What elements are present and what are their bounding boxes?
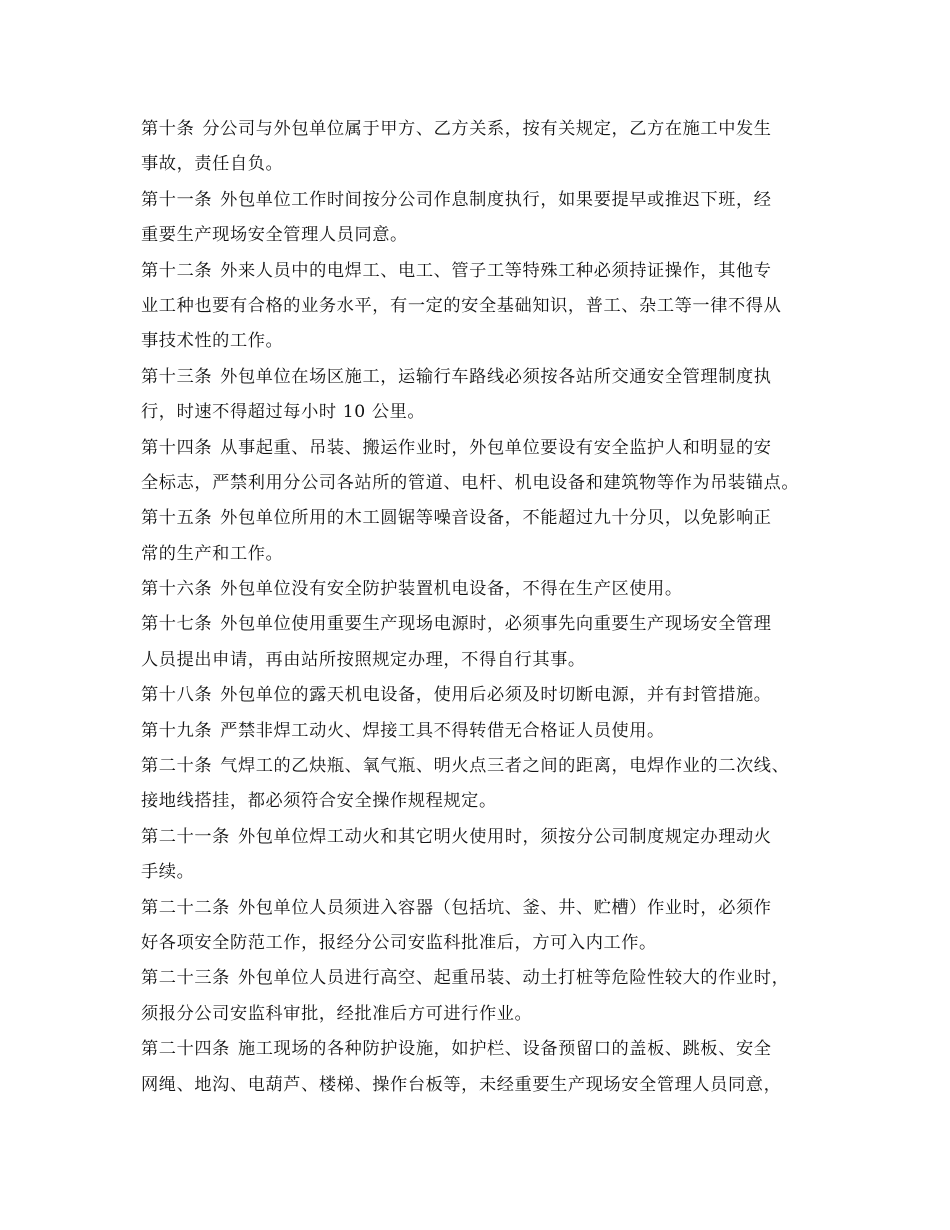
article-text: 事故，责任自负。: [141, 154, 284, 175]
article-text: 接地线搭挂，都必须符合安全操作规程规定。: [141, 791, 497, 812]
article-text: 外包单位工作时间按分公司作息制度执行，如果要提早或推迟下班，经: [220, 189, 772, 210]
article-text: 外包单位焊工动火和其它明火使用时，须按分公司制度规定办理动火: [237, 826, 772, 847]
article-first-line: [141, 678, 826, 713]
article: [141, 714, 826, 749]
article-first-line: [141, 607, 826, 642]
article-first-line: [141, 714, 826, 749]
article-number: 第二十三条: [141, 968, 230, 989]
article-first-line: [141, 891, 826, 926]
article-number: 第十二条: [141, 260, 213, 281]
article-text: 重要生产现场安全管理人员同意。: [141, 225, 408, 246]
article-number: 第十九条: [141, 720, 213, 741]
article-text: 行，时速不得超过每小时 10 公里。: [141, 402, 426, 423]
article-number: 第十一条: [141, 189, 213, 210]
article: [141, 749, 826, 820]
article-text: 气焊工的乙炔瓶、氧气瓶、明火点三者之间的距离，电焊作业的二次线、: [220, 756, 790, 777]
article-first-line: [141, 254, 826, 289]
article-text: 外包单位使用重要生产现场电源时，必须事先向重要生产现场安全管理: [220, 614, 772, 635]
article-number: 第十四条: [141, 437, 213, 458]
article-number: 第二十条: [141, 756, 213, 777]
article-text: 严禁非焊工动火、焊接工具不得转借无合格证人员使用。: [220, 720, 665, 741]
article-number: 第十条: [141, 119, 195, 139]
article-first-line: [141, 431, 826, 466]
article-number: 第十三条: [141, 366, 213, 387]
article: [141, 961, 826, 1032]
article-first-line: [141, 1032, 826, 1067]
article-text: 施工现场的各种防护设施，如护栏、设备预留口的盖板、跳板、安全: [237, 1039, 772, 1060]
article: [141, 891, 826, 962]
article-first-line: [141, 183, 826, 218]
article: [141, 183, 826, 254]
article: [141, 431, 826, 502]
article-text: 从事起重、吊装、搬运作业时，外包单位要设有安全监护人和明显的安: [220, 437, 772, 458]
article-text: 手续。: [141, 862, 195, 883]
article-text: 须报分公司安监科审批，经批准后方可进行作业。: [141, 1003, 533, 1024]
article-text: 常的生产和工作。: [141, 543, 284, 564]
article-number: 第十五条: [141, 508, 213, 529]
article: [141, 254, 826, 360]
article-text: 人员提出申请，再由站所按照规定办理，不得自行其事。: [141, 649, 586, 670]
article: [141, 820, 826, 891]
article-first-line: [141, 572, 826, 607]
article: [141, 360, 826, 431]
article-first-line: [141, 360, 826, 395]
article: [141, 607, 826, 678]
article-text: 外包单位人员进行高空、起重吊装、动土打桩等危险性较大的作业时，: [237, 968, 790, 989]
article-text: 外包单位的露天机电设备，使用后必须及时切断电源，并有封管措施。: [220, 685, 772, 706]
article-text: 事技术性的工作。: [141, 331, 284, 352]
article-number: 第二十二条: [141, 897, 230, 918]
article-text: 外包单位所用的木工圆锯等噪音设备，不能超过九十分贝，以免影响正: [220, 508, 772, 529]
article-text: 好各项安全防范工作，报经分公司安监科批准后，方可入内工作。: [141, 932, 657, 953]
document-body: [141, 112, 826, 1103]
article-number: 第二十一条: [141, 826, 230, 847]
article-first-line: [141, 820, 826, 855]
article-number: 第二十四条: [141, 1039, 230, 1060]
article-text: 业工种也要有合格的业务水平，有一定的安全基础知识，普工、杂工等一律不得从: [141, 295, 782, 316]
article: [141, 678, 826, 713]
article-text: 网绳、地沟、电葫芦、楼梯、操作台板等，未经重要生产现场安全管理人员同意，: [141, 1074, 782, 1095]
article-first-line: [141, 749, 826, 784]
article-text: 外来人员中的电焊工、电工、管子工等特殊工种必须持证操作，其他专: [220, 260, 772, 281]
article-text: 全标志，严禁利用分公司各站所的管道、电杆、机电设备和建筑物等作为吊装锚点。: [141, 472, 800, 493]
article-number: 第十七条: [141, 614, 213, 635]
article-text: 外包单位在场区施工，运输行车路线必须按各站所交通安全管理制度执: [220, 366, 772, 387]
article-first-line: [141, 501, 826, 536]
article-number: 第十六条: [141, 579, 213, 600]
article: [141, 501, 826, 572]
article-first-line: [141, 112, 826, 147]
article-number: 第十八条: [141, 685, 213, 706]
article-first-line: [141, 961, 826, 996]
article-text: 分公司与外包单位属于甲方、乙方关系，按有关规定，乙方在施工中发生: [202, 119, 772, 139]
article: [141, 112, 826, 183]
article-text: 外包单位人员须进入容器（包括坑、釜、井、贮槽）作业时，必须作: [237, 897, 772, 918]
article: [141, 1032, 826, 1103]
article: [141, 572, 826, 607]
article-text: 外包单位没有安全防护装置机电设备，不得在生产区使用。: [220, 579, 683, 600]
